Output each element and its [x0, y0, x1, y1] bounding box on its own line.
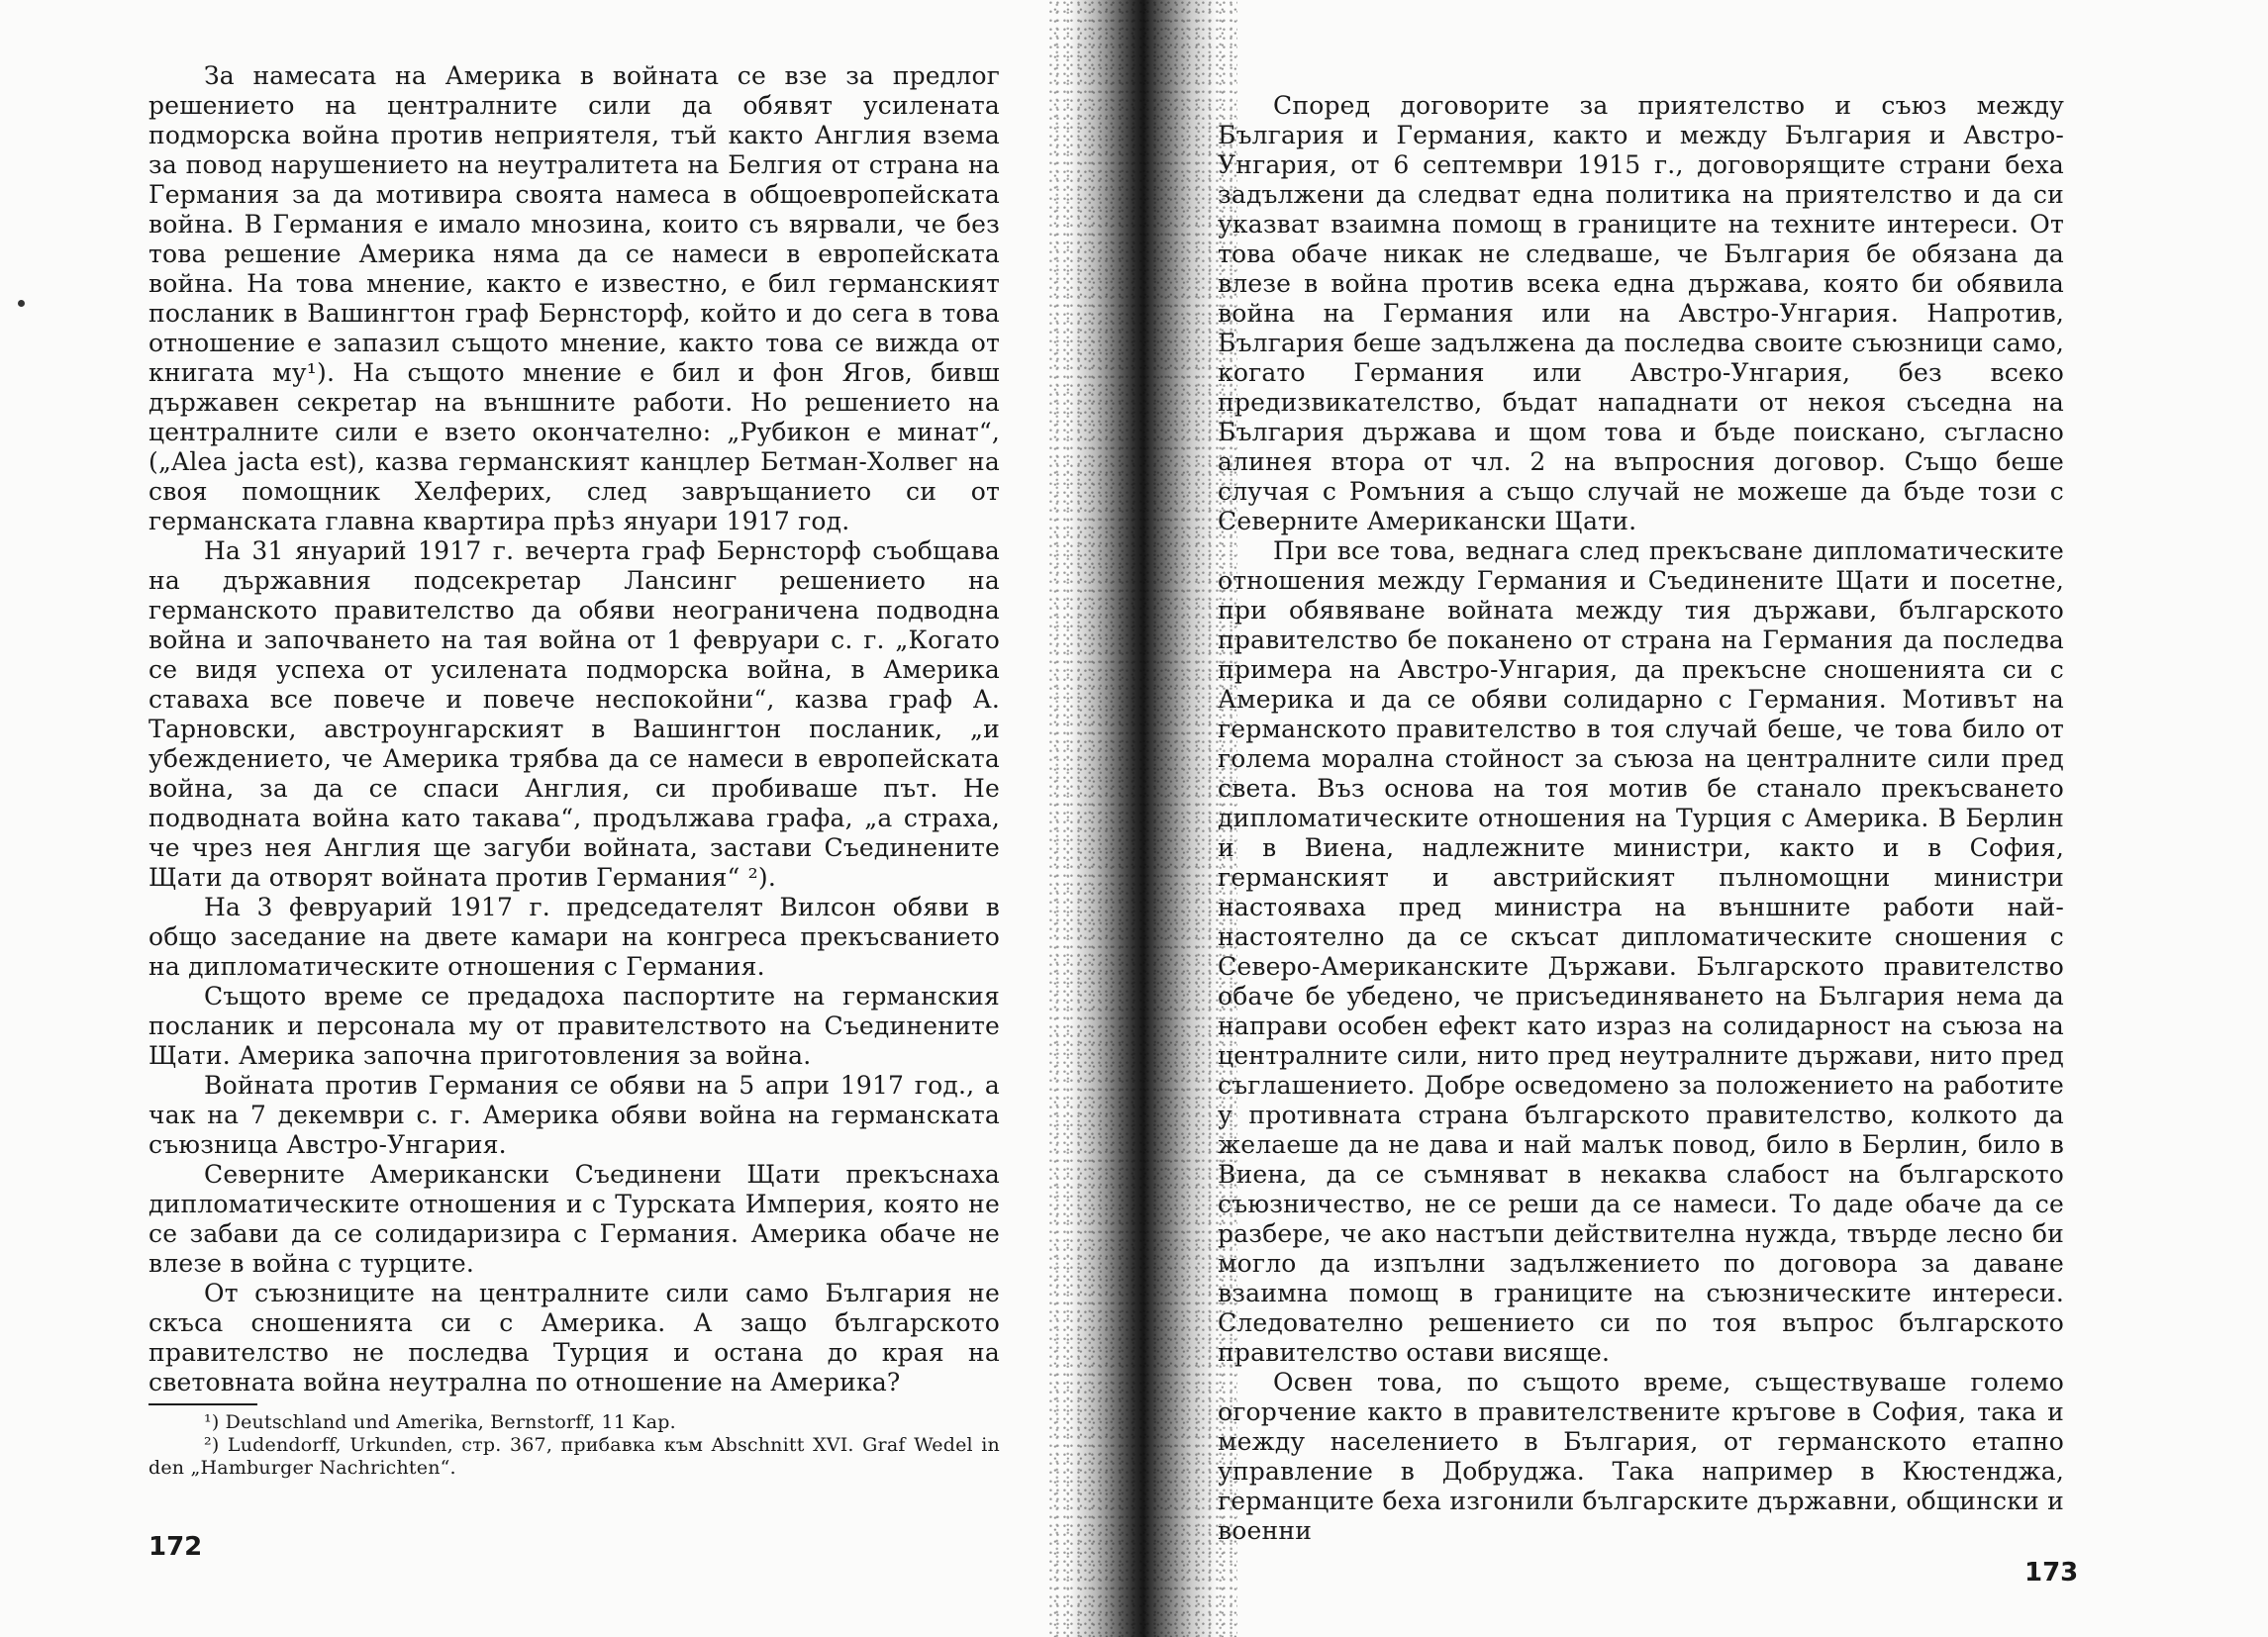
paragraph: Северните Американски Съединени Щати прекъснаха дипломатическите отношения и с Турската Империя, която не се забави да се солидаризира с Германия. Америка обаче не влезе в война с турците.	[148, 1160, 1000, 1278]
paragraph: При все това, веднага след прекъсване дипломатическите отношения между Германия и Съединените Щати и посетне, при обявяване войната между тия държави, българското правителство бе поканено от страна на Германия да последва примера на Австро-Унгария, да прекъсне сношенията си с Америка и да се обяви солидарно с Германия. Мотивът на германското правителство в тоя случай беше, че това било от голема морална стойност за съюза на централните сили пред света. Въз основа на тоя мотив бе станало прекъсването дипломатическите отношения на Турция с Америка. В Берлин и в Виена, надлежните министри, както и в София, германският и австрийският пълномощни министри настояваха пред министра на външните работи най-настоятелно да се скъсат дипломатическите сношения с Северо-Американските Държави. Българското правителство обаче бе убедено, че присъединяването на България нема да направи особен ефект като израз на солидарност на съюза на централните сили, нито пред неутралните държави, нито пред съглашението. Добре осведомено за положението на работите у противната страна българското правителство, колкото да желаеше да не дава и най малък повод, било в Берлин, било в Виена, да се съмняват в некаква слабост на българското съюзничество, не се реши да се намеси. То даде обаче да се разбере, че ако настъпи действителна нужда, твърде лесно би могло да изпълни задължението по договора за даване взаимна помощ в границите на съюзническите интереси. Следователно решението си по тоя въпрос българското правителство остави висяще.	[1218, 536, 2064, 1367]
paragraph: На 3 февруарий 1917 г. председателят Вилсон обяви в общо заседание на двете камари на конгреса прекъсванието на дипломатическите отношения с Германия.	[148, 893, 1000, 981]
footnote: ²) Ludendorff, Urkunden, стр. 367, прибавка към Abschnitt XVI. Graf Wedel in den „Hamburger Nachrichten“.	[148, 1434, 1000, 1479]
right-page	[1188, 0, 2268, 1637]
left-page-text	[148, 61, 1000, 1480]
page-number-right: 173	[2024, 1558, 2079, 1588]
footnote-divider	[148, 1403, 257, 1405]
paragraph: Освен това, по същото време, съществуваше големо огорчение както в правителствените кръгове в София, така и между населението в България, от германското етапно управление в Добруджа. Така например в Кюстенджа, германците беха изгонили българските държавни, общински и военни	[1218, 1368, 2064, 1545]
paragraph: На 31 януарий 1917 г. вечерта граф Бернсторф съобщава на държавния подсекретар Лансинг решението на германското правителство да обяви неограничена подводна война и започването на тая война от 1 февруари с. г. „Когато се видя успеха от усилената подморска война, в Америка ставаха все повече и повече неспокойни“, казва граф А. Тарновски, австроунгарският в Вашингтон посланик, „и убеждението, че Америка трябва да се намеси в европейската война, за да се спаси Англия, си пробиваше път. Не подводната война като такава“, продължава графа, „а страха, че чрез нея Англия ще загуби войната, застави Съединените Щати да отворят войната против Германия“ ²).	[148, 536, 1000, 892]
paragraph: За намесата на Америка в войната се взе за предлог решението на централните сили да обявят усилената подморска война против неприятеля, тъй както Англия взема за повод нарушението на неутралитета на Белгия от страна на Германия за да мотивира своята намеса в общоевропейската война. В Германия е имало мнозина, които съ вярвали, че без това решение Америка няма да се намеси в европейската война. На това мнение, както е известно, е бил германският посланик в Вашингтон граф Бернсторф, който и до сега в това отношение е запазил същото мнение, както това се вижда от книгата му¹). На същото мнение е бил и фон Ягов, бивш държавен секретар на външните работи. Но решението на централните сили е взето окончателно: „Рубикон е минат“, („Alea jacta est), казва германският канцлер Бетман-Холвег на своя помощник Хелферих, след завръщанието си от германската главна квартира прѣз януари 1917 год.	[148, 61, 1000, 535]
paragraph: Според договорите за приятелство и съюз между България и Германия, както и между България и Австро-Унгария, от 6 септември 1915 г., договорящите страни беха задължени да следват една политика на приятелство и да си указват взаимна помощ в границите на техните интереси. От това обаче никак не следваше, че България бе обязана да влезе в война против всека една държава, която би обявила война на Германия или на Австро-Унгария. Напротив, България беше задължена да последва своите съюзници само, когато Германия или Австро-Унгария, без всеко предизвикателство, бъдат нападнати от некоя съседна на България държава и щом това и бъде поискано, съгласно алинея втора от чл. 2 на въпросния договор. Също беше случая с Ромъния а също случай не можеше да бъде този с Северните Американски Щати.	[1218, 91, 2064, 535]
paragraph: Същото време се предадоха паспортите на германския посланик и персонала му от правителството на Съединените Щати. Америка започна приготовления за война.	[148, 982, 1000, 1070]
paragraph: От съюзниците на централните сили само България не скъса сношенията си с Америка. А защо българското правителство не последва Турция и остана до края на световната война неутрална по отношение на Америка?	[148, 1279, 1000, 1396]
footnotes	[148, 1411, 1000, 1480]
paragraph: Войната против Германия се обяви на 5 апри 1917 год., а чак на 7 декември с. г. Америка обяви война на германската съюзница Австро-Унгария.	[148, 1071, 1000, 1159]
margin-mark	[18, 300, 25, 307]
left-page	[0, 0, 1079, 1637]
page-number-left: 172	[148, 1532, 203, 1562]
footnote: ¹) Deutschland und Amerika, Bernstorff, 11 Kap.	[204, 1411, 676, 1433]
right-page-text	[1218, 91, 2064, 1546]
